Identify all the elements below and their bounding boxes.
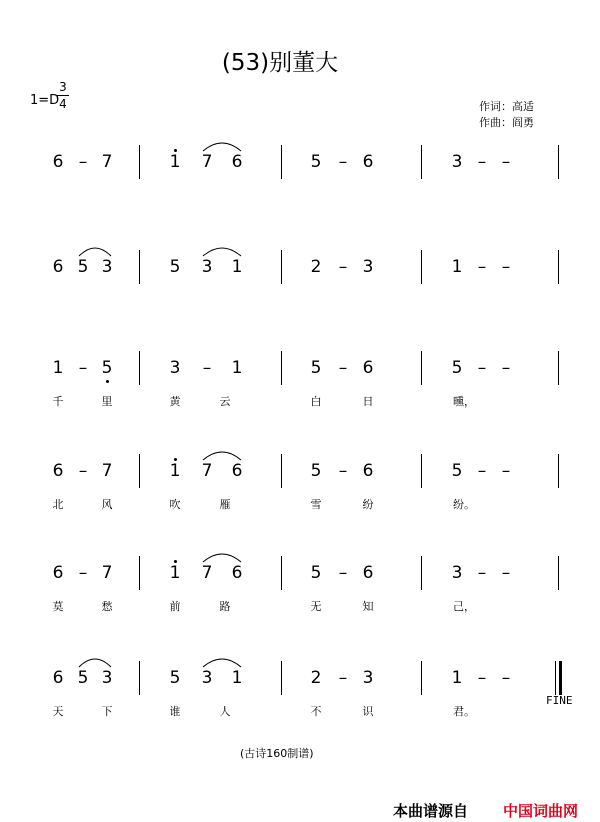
lyric-char: 千 <box>52 395 64 408</box>
slur-curve <box>203 452 241 460</box>
octave-dot-below <box>106 380 109 383</box>
note: 6 <box>362 152 374 172</box>
slur-curve <box>203 659 241 667</box>
lyric-char: 纷 <box>362 498 374 511</box>
note: 3 <box>201 257 213 277</box>
barline <box>421 556 422 590</box>
lyric-char: 知 <box>362 600 374 613</box>
lyric-char: 下 <box>101 705 113 718</box>
lyric-char: 己， <box>453 600 475 613</box>
note: 5 <box>77 257 89 277</box>
note: 3 <box>451 563 463 583</box>
note: 7 <box>201 152 213 172</box>
barline <box>139 351 140 385</box>
barline <box>558 145 559 179</box>
dash-extension: – <box>338 668 348 688</box>
lyric-char: 无 <box>310 600 322 613</box>
final-barline-thin <box>555 661 556 695</box>
dash-extension: – <box>477 257 487 277</box>
barline <box>421 145 422 179</box>
slur-arc <box>203 551 241 563</box>
time-signature-top: 3 <box>59 80 67 94</box>
lyric-char: 谁 <box>169 705 181 718</box>
note: 6 <box>52 152 64 172</box>
barline <box>281 351 282 385</box>
note: 3 <box>362 257 374 277</box>
note: 5 <box>169 668 181 688</box>
lyric-char: 莫 <box>52 600 64 613</box>
note: 7 <box>101 461 113 481</box>
time-signature-bottom: 4 <box>59 97 67 111</box>
barline <box>139 250 140 284</box>
slur-curve <box>203 143 241 151</box>
note-high: 1 <box>169 152 181 172</box>
note: 3 <box>362 668 374 688</box>
note: 5 <box>310 358 322 378</box>
lyric-char: 人 <box>219 705 231 718</box>
note: 6 <box>231 461 243 481</box>
lyric-char: 里 <box>101 395 113 408</box>
note: 2 <box>310 668 322 688</box>
maker-note: (古诗160制谱) <box>240 747 314 760</box>
note-high: 1 <box>169 461 181 481</box>
key-signature: 1=D <box>30 93 60 108</box>
barline <box>139 556 140 590</box>
lyric-char: 路 <box>219 600 231 613</box>
lyric-char: 识 <box>362 705 374 718</box>
score-title: (53)别董大 <box>221 50 339 76</box>
slur-arc <box>203 245 241 257</box>
slur-arc <box>203 140 241 152</box>
barline <box>558 250 559 284</box>
dash-extension: – <box>338 358 348 378</box>
dash-extension: – <box>338 152 348 172</box>
note: 5 <box>77 668 89 688</box>
note: 6 <box>52 461 64 481</box>
note: 6 <box>231 563 243 583</box>
lyric-char: 天 <box>52 705 64 718</box>
lyricist-credit: 作词：高适 <box>479 100 534 113</box>
note: 3 <box>169 358 181 378</box>
slur-arc <box>79 245 111 257</box>
dash-extension: – <box>338 563 348 583</box>
dash-extension: – <box>78 563 88 583</box>
note: 5 <box>310 461 322 481</box>
lyric-char: 愁 <box>101 600 113 613</box>
note: 1 <box>52 358 64 378</box>
fine-mark: FINE <box>546 694 573 707</box>
note: 6 <box>52 257 64 277</box>
lyric-char: 风 <box>101 498 113 511</box>
dash-extension: – <box>477 563 487 583</box>
slur-arc <box>79 656 111 668</box>
note: 6 <box>52 563 64 583</box>
lyric-char: 黄 <box>169 395 181 408</box>
barline <box>558 556 559 590</box>
dash-extension: – <box>501 461 511 481</box>
dash-extension: – <box>338 257 348 277</box>
barline <box>281 145 282 179</box>
barline <box>281 556 282 590</box>
note: 7 <box>201 461 213 481</box>
slur-curve <box>79 659 111 667</box>
lyric-char: 雁 <box>219 498 231 511</box>
lyric-char: 云 <box>219 395 231 408</box>
note: 7 <box>201 563 213 583</box>
barline <box>421 351 422 385</box>
barline <box>558 351 559 385</box>
composer-credit: 作曲：阎勇 <box>479 116 534 129</box>
barline <box>139 454 140 488</box>
note: 6 <box>362 563 374 583</box>
dash-extension: – <box>78 461 88 481</box>
slur-arc <box>203 449 241 461</box>
dash-extension: – <box>78 358 88 378</box>
dash-extension: – <box>501 668 511 688</box>
note: 7 <box>101 563 113 583</box>
dash-extension: – <box>477 461 487 481</box>
barline <box>421 661 422 695</box>
barline <box>558 454 559 488</box>
note: 5 <box>101 358 113 378</box>
lyric-char: 北 <box>52 498 64 511</box>
lyric-char: 君。 <box>453 705 475 718</box>
note: 1 <box>231 257 243 277</box>
final-barline-thick <box>559 661 562 695</box>
lyric-char: 曛， <box>453 395 475 408</box>
note: 3 <box>101 257 113 277</box>
note: 3 <box>101 668 113 688</box>
note: 5 <box>310 152 322 172</box>
dash-extension: – <box>501 563 511 583</box>
dash-extension: – <box>501 358 511 378</box>
barline <box>421 454 422 488</box>
dash-extension: – <box>477 152 487 172</box>
lyric-char: 吹 <box>169 498 181 511</box>
barline <box>139 145 140 179</box>
lyric-char: 白 <box>310 395 322 408</box>
note: 3 <box>451 152 463 172</box>
barline <box>139 661 140 695</box>
note: 6 <box>52 668 64 688</box>
dash-extension: – <box>202 358 212 378</box>
footer-site-link[interactable]: 中国词曲网 <box>503 802 579 820</box>
slur-arc <box>203 656 241 668</box>
note: 1 <box>231 358 243 378</box>
lyric-char: 雪 <box>310 498 322 511</box>
time-signature <box>57 80 69 111</box>
note: 7 <box>101 152 113 172</box>
note: 6 <box>362 358 374 378</box>
slur-curve <box>203 248 241 256</box>
note: 5 <box>451 461 463 481</box>
dash-extension: – <box>78 152 88 172</box>
dash-extension: – <box>501 257 511 277</box>
note: 6 <box>362 461 374 481</box>
lyric-char: 前 <box>169 600 181 613</box>
dash-extension: – <box>477 358 487 378</box>
dash-extension: – <box>477 668 487 688</box>
note: 5 <box>169 257 181 277</box>
note: 5 <box>310 563 322 583</box>
note: 2 <box>310 257 322 277</box>
note: 6 <box>231 152 243 172</box>
dash-extension: – <box>338 461 348 481</box>
slur-curve <box>203 554 241 562</box>
barline <box>281 661 282 695</box>
barline <box>281 454 282 488</box>
barline <box>421 250 422 284</box>
note-high: 1 <box>169 563 181 583</box>
slur-curve <box>79 248 111 256</box>
dash-extension: – <box>501 152 511 172</box>
note: 1 <box>451 668 463 688</box>
footer-source: 本曲谱源自 <box>393 802 469 820</box>
lyric-char: 日 <box>362 395 374 408</box>
note: 1 <box>231 668 243 688</box>
lyric-char: 纷。 <box>453 498 475 511</box>
note: 1 <box>451 257 463 277</box>
note: 3 <box>201 668 213 688</box>
barline <box>281 250 282 284</box>
lyric-char: 不 <box>310 705 322 718</box>
note: 5 <box>451 358 463 378</box>
